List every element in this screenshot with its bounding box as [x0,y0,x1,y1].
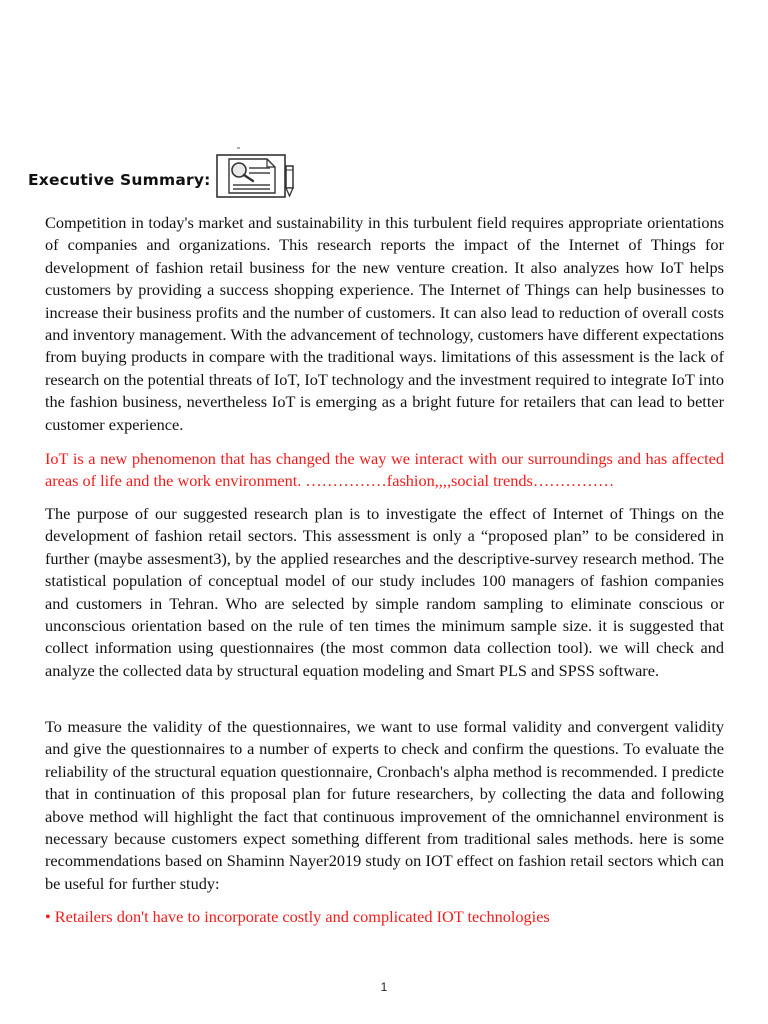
paragraph-validity: To measure the validity of the questionnaires, we want to use formal validity and convergent validity and give the questionnaires to a number of experts to check and confirm the questions. To evaluate the reliability of the structural equation questionnaire, Cronbach's alpha method is recommended. I predicte that in continuation of this proposal plan for future researchers, by collecting the data and following above method will highlight the fact that continuous improvement of the omnichannel environment is necessary because customers expect something different from traditional sales methods. here is some recommendations based on Shaminn Nayer2019 study on IOT effect on fashion retail sectors which can be useful for further study: [45,717,724,893]
paragraph-iot-phenomenon: IoT is a new phenomenon that has changed the way we interact with our surroundings and has affected areas of life and the work environment. ……………fashion,,,,social trends…………… [45,449,724,491]
page-number: 1 [380,980,388,994]
executive-summary-heading: Executive Summary: [28,171,211,189]
heading-row [28,146,305,202]
paragraph-intro: Competition in today's market and sustainability in this turbulent field requires appropriate orientations of companies and organizations. This research reports the impact of the Internet of Things for development of fashion retail business for the new venture creation. It also analyzes how IoT helps customers by providing a success shopping experience. The Internet of Things can help businesses to increase their business profits and the number of customers. It can also lead to reduction of overall costs and inventory management. With the advancement of technology, customers have different expectations from buying products in compare with the traditional ways. limitations of this assessment is the lack of research on the potential threats of IoT, IoT technology and the investment required to integrate IoT into the fashion business, nevertheless IoT is emerging as a bright future for retailers that can lead to better customer experience. [45,213,724,434]
bullet-recommendation: • Retailers don't have to incorporate costly and complicated IOT technologies [45,907,550,926]
paragraph-research-purpose: The purpose of our suggested research plan is to investigate the effect of Internet of Things on the development of fashion retail sectors. This assessment is only a “proposed plan” to be considered in further (maybe assesment3), by the applied researches and the descriptive-survey research method. The statistical population of conceptual model of our study includes 100 managers of fashion companies and customers in Tehran. Who are selected by simple random sampling to eliminate conscious or unconscious orientation based on the rule of ten times the minimum sample size. it is suggested that collect information using questionnaires (the most common data collection tool). we will check and analyze the collected data by structural equation modeling and Smart PLS and SPSS software. [45,504,724,680]
document-magnifier-pencil-icon [215,146,305,202]
